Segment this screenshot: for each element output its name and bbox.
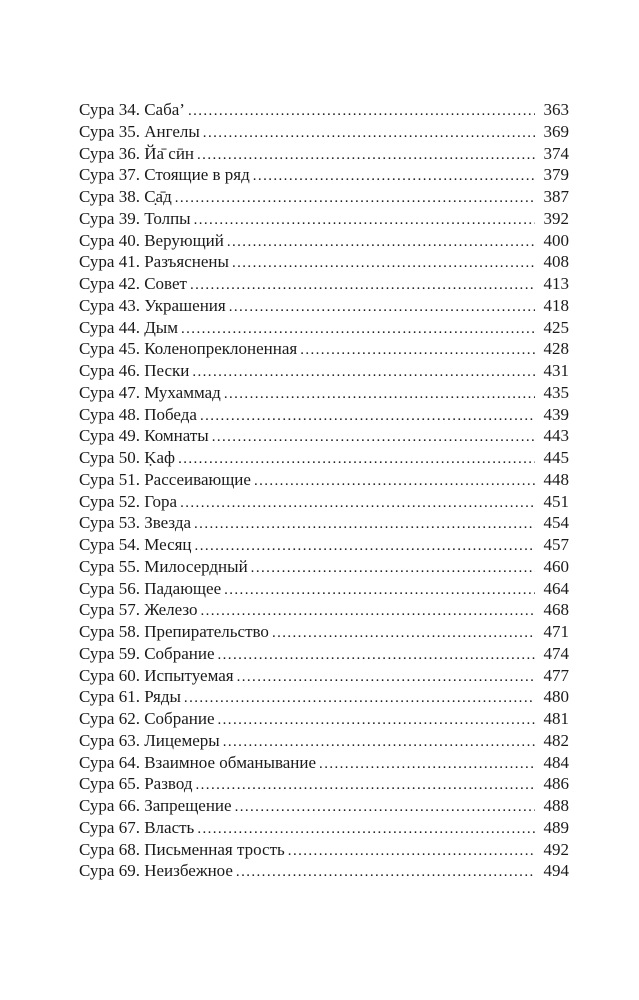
toc-entry-title: Сура 46. Пески [79,361,190,380]
toc-entry[interactable] [79,753,569,775]
dot-leader [188,103,535,120]
toc-entry-title: Сура 65. Развод [79,774,193,794]
toc-entry-page-number: 435 [543,382,569,402]
dot-leader [194,212,535,229]
toc-entry[interactable] [79,361,569,383]
toc-entry-page-number: 492 [543,839,569,859]
toc-entry-page-number: 400 [543,230,569,250]
toc-entry[interactable] [79,600,569,622]
toc-entry[interactable] [79,774,569,796]
toc-entry[interactable] [79,231,569,253]
dot-leader [319,756,535,773]
dot-leader [195,538,535,555]
toc-entry-page-number: 379 [543,165,569,185]
toc-entry[interactable] [79,339,569,361]
table-of-contents [79,100,569,883]
dot-leader [197,821,535,838]
toc-entry[interactable] [79,709,569,731]
toc-entry[interactable] [79,426,569,448]
toc-entry[interactable] [79,470,569,492]
dot-leader [197,147,535,164]
toc-entry-title: Сура 61. Ряды [79,687,181,707]
toc-entry-title: Сура 58. Препирательство [79,622,269,641]
toc-entry[interactable] [79,100,569,122]
toc-entry-title: Сура 59. Собрание [79,643,215,663]
toc-entry-page-number: 363 [543,100,569,119]
toc-entry-title: Сура 37. Стоящие в ряд [79,165,250,185]
toc-entry-title: Сура 47. Мухаммад [79,382,221,402]
dot-leader [224,582,535,599]
toc-entry-title: Сура 45. Коленопреклоненная [79,339,298,359]
toc-entry[interactable] [79,383,569,405]
toc-entry-title: Сура 39. Толпы [79,208,191,228]
dot-leader [300,342,535,359]
toc-entry-title: Сура 55. Милосердный [79,556,248,576]
toc-entry-page-number: 443 [543,426,569,446]
dot-leader [196,777,536,794]
toc-entry-page-number: 451 [543,491,569,511]
toc-entry[interactable] [79,492,569,514]
toc-entry-page-number: 369 [543,121,569,141]
toc-entry-title: Сура 36. Йа̄ сӣн [79,143,195,163]
toc-entry-title: Сура 38. С̣а̄д [79,187,172,206]
toc-entry-title: Сура 66. Запрещение [79,796,232,815]
toc-entry[interactable] [79,274,569,296]
toc-entry-title: Сура 40. Верующий [79,230,224,250]
toc-entry-title: Сура 50. Ḳаф [79,448,176,467]
dot-leader [194,516,535,533]
toc-entry-page-number: 482 [543,730,569,750]
toc-entry-title: Сура 42. Совет [79,274,187,293]
toc-entry[interactable] [79,796,569,818]
toc-entry[interactable] [79,405,569,427]
toc-entry-page-number: 486 [543,774,569,794]
dot-leader [218,647,536,664]
dot-leader [212,429,535,446]
toc-entry[interactable] [79,622,569,644]
toc-entry-page-number: 489 [543,817,569,837]
dot-leader [235,799,535,816]
dot-leader [236,864,535,881]
toc-entry[interactable] [79,731,569,753]
toc-entry-page-number: 457 [543,535,569,554]
dot-leader [288,843,535,860]
toc-entry[interactable] [79,448,569,470]
toc-entry[interactable] [79,318,569,340]
dot-leader [253,168,535,185]
dot-leader [272,625,535,642]
dot-leader [223,734,535,751]
toc-entry-page-number: 488 [543,796,569,815]
toc-entry[interactable] [79,687,569,709]
toc-entry-page-number: 439 [543,404,569,424]
toc-entry-page-number: 418 [543,295,569,315]
toc-entry-page-number: 484 [543,752,569,772]
dot-leader [229,299,535,316]
toc-entry-page-number: 448 [543,469,569,489]
toc-entry-page-number: 460 [543,556,569,576]
dot-leader [227,234,535,251]
toc-entry-title: Сура 64. Взаимное обманывание [79,752,317,772]
toc-entry-page-number: 428 [543,339,569,359]
toc-entry[interactable] [79,840,569,862]
dot-leader [200,408,535,425]
dot-leader [218,712,536,729]
dot-leader [203,125,535,142]
toc-entry-title: Сура 63. Лицемеры [79,730,220,750]
toc-entry[interactable] [79,644,569,666]
toc-entry[interactable] [79,557,569,579]
toc-entry-title: Сура 69. Неизбежное [79,861,233,881]
toc-entry[interactable] [79,579,569,601]
dot-leader [175,190,535,207]
dot-leader [180,495,535,512]
dot-leader [192,364,535,381]
toc-entry[interactable] [79,861,569,883]
toc-entry-title: Сура 60. Испытуемая [79,665,234,685]
dot-leader [251,560,535,577]
toc-entry-title: Сура 44. Дым [79,317,178,337]
toc-entry-page-number: 474 [543,643,569,663]
dot-leader [232,255,535,272]
toc-entry-title: Сура 56. Падающее [79,578,222,598]
toc-entry-title: Сура 34. Саба’ [79,100,185,119]
dot-leader [200,603,535,620]
toc-entry-title: Сура 49. Комнаты [79,426,209,446]
toc-entry-title: Сура 35. Ангелы [79,121,200,141]
toc-entry-title: Сура 51. Рассеивающие [79,469,251,489]
dot-leader [237,669,535,686]
toc-entry-page-number: 481 [543,709,569,728]
toc-entry[interactable] [79,209,569,231]
toc-entry-page-number: 408 [543,252,569,272]
toc-entry-page-number: 494 [543,861,569,881]
toc-entry[interactable] [79,122,569,144]
toc-entry-page-number: 468 [543,600,569,620]
toc-entry-page-number: 471 [543,622,569,641]
toc-entry-page-number: 392 [543,208,569,228]
dot-leader [181,321,535,338]
toc-entry-title: Сура 62. Собрание [79,709,215,728]
toc-entry-title: Сура 48. Победа [79,404,197,424]
toc-entry-title: Сура 68. Письменная трость [79,839,285,859]
dot-leader [224,386,535,403]
toc-entry-title: Сура 57. Железо [79,600,198,620]
toc-entry[interactable] [79,252,569,274]
toc-entry-page-number: 454 [543,513,569,533]
toc-entry[interactable] [79,187,569,209]
toc-entry-page-number: 477 [543,665,569,685]
toc-entry-title: Сура 53. Звезда [79,513,192,533]
dot-leader [190,277,535,294]
toc-entry-title: Сура 43. Украшения [79,295,226,315]
toc-entry-page-number: 464 [543,578,569,598]
toc-entry-title: Сура 52. Гора [79,491,178,511]
toc-entry[interactable] [79,818,569,840]
toc-entry-title: Сура 67. Власть [79,817,195,837]
toc-entry-page-number: 374 [543,143,569,163]
toc-entry-page-number: 413 [543,274,569,293]
dot-leader [184,690,535,707]
toc-entry-page-number: 387 [543,187,569,206]
dot-leader [254,473,535,490]
toc-entry[interactable] [79,535,569,557]
toc-entry-title: Сура 54. Месяц [79,535,192,554]
toc-entry-page-number: 445 [543,448,569,467]
toc-entry-page-number: 431 [543,361,569,380]
toc-entry[interactable] [79,666,569,688]
toc-entry[interactable] [79,513,569,535]
toc-entry[interactable] [79,144,569,166]
toc-entry-page-number: 425 [543,317,569,337]
toc-entry-title: Сура 41. Разъяснены [79,252,229,272]
toc-entry-page-number: 480 [543,687,569,707]
dot-leader [178,451,535,468]
toc-entry[interactable] [79,296,569,318]
toc-entry[interactable] [79,165,569,187]
